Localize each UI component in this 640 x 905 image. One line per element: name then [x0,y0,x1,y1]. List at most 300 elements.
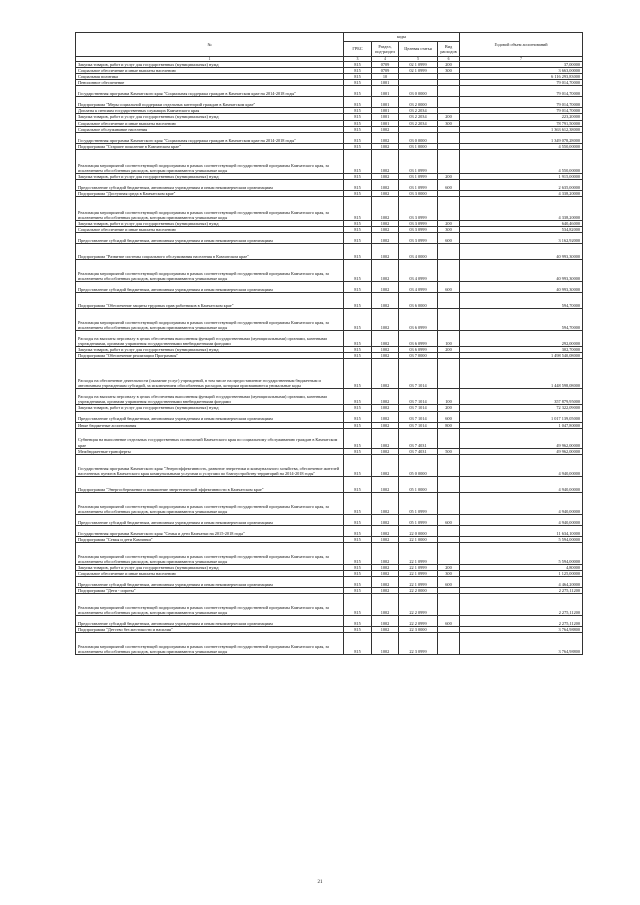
row-target-article: 22 3 0999 [399,633,438,655]
row-amount: 1 498 540,08000 [460,353,583,359]
row-razdel: 1002 [372,359,399,389]
row-grbs: 815 [344,244,372,260]
row-grbs: 815 [344,454,372,476]
row-razdel: 1002 [372,190,399,196]
row-grbs: 815 [344,227,372,233]
header-grbs: ГРБС [344,42,372,57]
row-grbs: 815 [344,149,372,173]
row-expense-type: 600 [438,616,460,627]
row-razdel: 1002 [372,514,399,525]
row-grbs: 815 [344,331,372,347]
row-target-article: 22 3 0000 [399,627,438,633]
row-razdel: 1002 [372,525,399,536]
row-expense-type: 600 [438,411,460,422]
row-grbs: 815 [344,525,372,536]
row-expense-type: 500 [438,448,460,454]
row-grbs: 815 [344,616,372,627]
row-amount: 1 349 078,28000 [460,132,583,143]
row-target-article: 22 2 0999 [399,594,438,616]
row-target-article: 03 6 0999 [399,309,438,331]
row-target-article: 03 0 0000 [399,132,438,143]
row-amount: 3 764,98800 [460,633,583,655]
table-row [76,359,583,389]
row-target-article: 22 1 0999 [399,570,438,576]
row-amount: 3 162,92000 [460,233,583,244]
row-expense-type [438,476,460,492]
row-razdel: 10 [372,74,399,80]
row-target-article: 03 2 2034 [399,108,438,114]
row-razdel: 0709 [372,62,399,68]
row-name: Межбюджетные трансферты [76,448,344,454]
row-expense-type: 200 [438,347,460,353]
row-name: Государственная программа Камчатского края "Энергоэффективность, развитие энергетики и коммунального хозяйства, обеспечение жителей населенных пунктов Камчатского края коммунальными услугами и услугами по благоустройству территорий на 2014-2018 годы" [76,454,344,476]
table-row [76,197,583,221]
row-target-article: 03 6 0000 [399,293,438,309]
row-razdel: 1002 [372,260,399,282]
row-amount: 2 635,00000 [460,179,583,190]
colnum-5: 6 [438,57,460,62]
row-razdel: 1002 [372,309,399,331]
row-razdel: 1002 [372,570,399,576]
row-expense-type [438,492,460,514]
row-name: Подпрограмма "Детство без жестокости и насилия" [76,627,344,633]
row-amount: 1 915,00000 [460,173,583,179]
row-amount: 79 014,70000 [460,80,583,86]
row-razdel: 1002 [372,405,399,411]
row-name: Реализация мероприятий соответствующей подпрограммы в рамках соответствующей государственной программы Камчатского края, за исключением обособленных расходов, которым присваиваются уникальные коды [76,197,344,221]
row-amount: 40 993,30000 [460,282,583,293]
row-expense-type [438,454,460,476]
budget-table [75,32,583,655]
row-expense-type [438,244,460,260]
header-razdel: Раздел, под-раздел [372,42,399,57]
header-cs: Целевая статья [399,42,438,57]
row-expense-type [438,197,460,221]
row-name: Предоставление субсидий бюджетным, автономным учреждениям и иным некоммерческим организациям [76,233,344,244]
row-grbs: 815 [344,74,372,80]
budget-table-container [75,32,582,655]
row-grbs: 815 [344,80,372,86]
row-amount: 534,82000 [460,227,583,233]
row-name: Реализация мероприятий соответствующей подпрограммы в рамках соответствующей государственной программы Камчатского края, за исключением обособленных расходов, которым присваиваются уникальные коды [76,149,344,173]
row-target-article: 02 1 0999 [399,68,438,74]
row-razdel: 1002 [372,293,399,309]
row-expense-type [438,132,460,143]
row-grbs: 815 [344,448,372,454]
row-name: Доплаты к пенсиям государственных служащих Камчатского края [76,108,344,114]
row-amount: 79 014,70000 [460,86,583,97]
row-name: Подпрограмма "Доступная среда в Камчатском крае" [76,190,344,196]
row-name: Иные бюджетные ассигнования [76,422,344,428]
row-expense-type: 600 [438,576,460,587]
row-name: Социальное обслуживание населения [76,126,344,132]
page-number: 21 [317,880,323,885]
row-target-article: 03 1 0000 [399,143,438,149]
row-grbs: 815 [344,132,372,143]
row-target-article: 03 7 1014 [399,411,438,422]
row-razdel: 1002 [372,422,399,428]
row-grbs: 815 [344,293,372,309]
row-name: Социальное обеспечение и иные выплаты населению [76,227,344,233]
row-grbs: 815 [344,62,372,68]
row-amount: 5 594,00000 [460,536,583,542]
row-target-article: 03 0 0000 [399,86,438,97]
row-target-article: 03 3 0999 [399,197,438,221]
row-razdel: 1002 [372,633,399,655]
row-amount: 4 338,20000 [460,197,583,221]
row-grbs: 815 [344,422,372,428]
colnum-3: 4 [372,57,399,62]
row-target-article: 03 4 0999 [399,282,438,293]
table-row [76,149,583,173]
table-row [76,576,583,587]
row-target-article: 22 1 0999 [399,564,438,570]
row-target-article: 03 7 1014 [399,422,438,428]
row-grbs: 815 [344,536,372,542]
row-target-article: 03 7 0000 [399,353,438,359]
table-row [76,233,583,244]
table-row [76,616,583,627]
row-amount: 4 550,00000 [460,143,583,149]
row-expense-type [438,149,460,173]
row-razdel: 1002 [372,542,399,564]
row-amount: 594,70000 [460,309,583,331]
row-razdel: 1002 [372,143,399,149]
row-expense-type: 600 [438,179,460,190]
row-grbs: 815 [344,233,372,244]
row-grbs: 815 [344,347,372,353]
row-amount: 4 550,00000 [460,149,583,173]
table-row [76,525,583,536]
row-amount: 4 940,00000 [460,454,583,476]
row-name: Социальное обеспечение и иные выплаты населению [76,570,344,576]
row-name: Подпрограмма "Старшее поколение в Камчатском крае" [76,143,344,149]
row-razdel: 1002 [372,564,399,570]
row-grbs: 815 [344,353,372,359]
table-row [76,594,583,616]
row-name: Реализация мероприятий соответствующей подпрограммы в рамках соответствующей государственной программы Камчатского края, за исключением обособленных расходов, которым присваиваются уникальные коды [76,309,344,331]
row-razdel: 1002 [372,173,399,179]
row-expense-type: 200 [438,564,460,570]
row-amount: 72 322,09000 [460,405,583,411]
table-row [76,86,583,97]
row-razdel: 1001 [372,108,399,114]
row-expense-type: 300 [438,570,460,576]
row-grbs: 815 [344,633,372,655]
row-amount: 1 125,00000 [460,570,583,576]
row-target-article: 03 4 0000 [399,244,438,260]
row-razdel: 1002 [372,536,399,542]
row-razdel: 1002 [372,126,399,132]
row-razdel: 1002 [372,454,399,476]
row-amount: 3 764,98800 [460,627,583,633]
row-grbs: 815 [344,68,372,74]
row-razdel: 1002 [372,282,399,293]
row-expense-type [438,428,460,448]
row-target-article: 22 1 0999 [399,542,438,564]
table-row [76,542,583,564]
row-target-article: 22 0 0000 [399,525,438,536]
header-vr: Вид расходов [438,42,460,57]
row-expense-type: 300 [438,120,460,126]
table-row [76,244,583,260]
row-expense-type: 100 [438,389,460,405]
row-expense-type [438,594,460,616]
row-razdel: 1002 [372,476,399,492]
row-razdel: 1001 [372,86,399,97]
table-body [76,62,583,655]
row-name: Пенсионное обеспечение [76,80,344,86]
row-amount: 6 116 293,83000 [460,74,583,80]
row-name: Закупка товаров, работ и услуг для государственных (муниципальных) нужд [76,221,344,227]
row-amount: 3 663,00000 [460,68,583,74]
row-target-article: 03 6 0999 [399,331,438,347]
row-target-article: 03 7 1014 [399,405,438,411]
row-target-article: 03 6 0999 [399,347,438,353]
row-grbs: 815 [344,389,372,405]
row-target-article: 03 1 0999 [399,179,438,190]
table-row [76,411,583,422]
row-amount: 1 047,80000 [460,422,583,428]
row-amount: 223,20000 [460,114,583,120]
row-grbs: 815 [344,114,372,120]
colnum-4: 5 [399,57,438,62]
row-name: Закупка товаров, работ и услуг для государственных (муниципальных) нужд [76,564,344,570]
row-target-article: 03 3 0000 [399,190,438,196]
row-razdel: 1002 [372,227,399,233]
row-grbs: 815 [344,587,372,593]
table-row [76,132,583,143]
row-expense-type [438,359,460,389]
row-target-article: 03 3 0999 [399,221,438,227]
row-target-article: 03 2 0000 [399,97,438,108]
row-amount: 40 993,30000 [460,244,583,260]
row-name: Подпрограмма "Развитие системы социального обслуживания населения в Камчатском крае" [76,244,344,260]
row-grbs: 815 [344,594,372,616]
row-target-article: 03 3 0999 [399,233,438,244]
table-row [76,331,583,347]
row-name: Предоставление субсидий бюджетным, автономным учреждениям и иным некоммерческим организациям [76,514,344,525]
row-name: Реализация мероприятий соответствующей подпрограммы в рамках соответствующей государственной программы Камчатского края, за исключением обособленных расходов, которым присваиваются уникальные коды [76,492,344,514]
row-name: Расходы на выплаты персоналу в целях обеспечения выполнения функций государственными (муниципальными) органами, казенными учреждениями, органами управления государственными внебюджетными фондами [76,331,344,347]
row-razdel: 1002 [372,428,399,448]
table-row [76,428,583,448]
row-name: Предоставление субсидий бюджетным, автономным учреждениям и иным некоммерческим организациям [76,576,344,587]
row-expense-type: 600 [438,514,460,525]
header-codes: коды [344,33,460,42]
table-row [76,454,583,476]
row-razdel: 1002 [372,627,399,633]
row-razdel: 1002 [372,233,399,244]
row-target-article: 03 7 1014 [399,389,438,405]
row-amount: 1 448 598,08000 [460,359,583,389]
row-razdel: 1002 [372,492,399,514]
table-row [76,97,583,108]
row-expense-type: 300 [438,227,460,233]
row-expense-type [438,97,460,108]
row-name: Предоставление субсидий бюджетным, автономным учреждениям и иным некоммерческим организациям [76,411,344,422]
table-row [76,282,583,293]
row-target-article: 22 2 0999 [399,616,438,627]
row-razdel: 1001 [372,80,399,86]
row-expense-type [438,293,460,309]
row-grbs: 815 [344,576,372,587]
row-expense-type: 100 [438,331,460,347]
row-amount: 302,70000 [460,347,583,353]
row-name: Закупка товаров, работ и услуг для государственных (муниципальных) нужд [76,347,344,353]
row-razdel: 1002 [372,576,399,587]
row-expense-type: 600 [438,282,460,293]
table-row [76,514,583,525]
row-target-article: 22 1 0000 [399,536,438,542]
row-grbs: 815 [344,282,372,293]
row-name: Реализация мероприятий соответствующей подпрограммы в рамках соответствующей государственной программы Камчатского края, за исключением обособленных расходов, которым присваиваются уникальные коды [76,542,344,564]
row-razdel: 1002 [372,448,399,454]
row-amount: 594,70000 [460,293,583,309]
row-expense-type: 200 [438,62,460,68]
row-target-article: 03 1 0999 [399,149,438,173]
row-amount: 357 879,95000 [460,389,583,405]
colnum-2: 3 [344,57,372,62]
row-amount: 49 962,00000 [460,428,583,448]
row-name: Реализация мероприятий соответствующей подпрограммы в рамках соответствующей государственной программы Камчатского края, за исключением обособленных расходов, которым присваиваются уникальные коды [76,633,344,655]
row-grbs: 815 [344,120,372,126]
row-razdel: 1002 [372,221,399,227]
row-target-article: 03 7 1014 [399,359,438,389]
row-amount: 4,80000 [460,564,583,570]
row-amount: 79 014,70000 [460,108,583,114]
row-grbs: 815 [344,108,372,114]
row-amount: 4 464,20000 [460,576,583,587]
row-target-article: 22 2 0000 [399,587,438,593]
row-grbs: 815 [344,221,372,227]
row-amount: 5 594,00000 [460,542,583,564]
row-amount: 292,00000 [460,331,583,347]
row-name: Социальная политика [76,74,344,80]
row-amount: 2 275,11200 [460,594,583,616]
row-amount: 4 940,00000 [460,492,583,514]
row-expense-type: 200 [438,221,460,227]
row-amount: 79 014,70000 [460,97,583,108]
row-expense-type: 200 [438,114,460,120]
row-expense-type [438,525,460,536]
row-target-article: 05 1 0000 [399,476,438,492]
row-grbs: 815 [344,260,372,282]
row-grbs: 815 [344,143,372,149]
row-name: Государственная программа Камчатского края "Социальная поддержка граждан в Камчатском крае на 2014-2018 годы" [76,86,344,97]
row-target-article: 05 1 0999 [399,492,438,514]
table-row [76,492,583,514]
row-razdel: 0709 [372,68,399,74]
row-grbs: 815 [344,179,372,190]
row-expense-type: 600 [438,233,460,244]
row-name: Подпрограмма "Обеспечение защиты трудовых прав работников в Камчатском крае" [76,293,344,309]
row-grbs: 815 [344,411,372,422]
row-grbs: 815 [344,542,372,564]
row-grbs: 815 [344,126,372,132]
row-amount: 78 791,50000 [460,120,583,126]
row-razdel: 1002 [372,389,399,405]
row-name: Закупка товаров, работ и услуг для государственных (муниципальных) нужд [76,405,344,411]
row-expense-type: 200 [438,405,460,411]
row-grbs: 815 [344,428,372,448]
row-grbs: 815 [344,476,372,492]
row-name: Подпрограмма "Обеспечение реализации Программы" [76,353,344,359]
row-amount: 2 275,11200 [460,587,583,593]
row-name: Закупка товаров, работ и услуг для государственных (муниципальных) нужд [76,173,344,179]
table-row [76,309,583,331]
row-name: Расходы на обеспечение деятельности (оказание услуг) учреждений, в том числе на предоставление государственным бюджетным и автономным учреждениям субсидий, за исключением обособленных расходов, которым присваиваются уникальные коды [76,359,344,389]
row-expense-type [438,309,460,331]
table-row [76,260,583,282]
row-grbs: 815 [344,492,372,514]
row-expense-type: 200 [438,173,460,179]
row-amount: 11 634,10000 [460,525,583,536]
row-expense-type [438,633,460,655]
colnum-1: 1 [76,57,344,62]
row-name: Субвенция на выполнение отдельных государственных полномочий Камчатского края по социальному обслуживанию граждан в Камчатском крае [76,428,344,448]
row-razdel: 1002 [372,411,399,422]
row-name: Закупка товаров, работ и услуг для государственных (муниципальных) нужд [76,114,344,120]
row-target-article: 03 4 0999 [399,260,438,282]
row-grbs: 815 [344,197,372,221]
row-grbs: 815 [344,627,372,633]
row-razdel: 1002 [372,594,399,616]
row-name: Социальное обеспечение и иные выплаты населению [76,120,344,126]
table-header [76,33,583,62]
row-razdel: 1002 [372,244,399,260]
row-target-article: 02 1 0999 [399,62,438,68]
row-name: Подпрограмма "Меры социальной поддержки отдельных категорий граждан в Камчатском крае" [76,97,344,108]
row-grbs: 815 [344,514,372,525]
row-razdel: 1002 [372,331,399,347]
table-row [76,389,583,405]
row-grbs: 815 [344,359,372,389]
row-razdel: 1002 [372,587,399,593]
row-target-article: 22 1 0999 [399,576,438,587]
row-amount: 40 993,30000 [460,260,583,282]
row-grbs: 815 [344,173,372,179]
row-grbs: 815 [344,190,372,196]
row-target-article: 03 1 0999 [399,173,438,179]
row-razdel: 1001 [372,120,399,126]
row-name: Подпрограмма "Энергосбережение и повышение энергетической эффективности в Камчатском крае" [76,476,344,492]
row-grbs: 815 [344,86,372,97]
row-expense-type: 300 [438,68,460,74]
header-no: № [76,33,344,57]
row-amount: 37,00000 [460,62,583,68]
row-amount: 4 338,20000 [460,190,583,196]
row-expense-type [438,260,460,282]
row-name: Предоставление субсидий бюджетным, автономным учреждениям и иным некоммерческим организациям [76,616,344,627]
row-razdel: 1002 [372,149,399,173]
row-expense-type: 800 [438,422,460,428]
row-razdel: 1002 [372,347,399,353]
row-amount: 4 940,00000 [460,476,583,492]
row-grbs: 815 [344,97,372,108]
row-razdel: 1002 [372,132,399,143]
row-grbs: 815 [344,405,372,411]
row-amount: 2 275,11200 [460,616,583,627]
table-row [76,476,583,492]
row-name: Социальное обеспечение и иные выплаты населению [76,68,344,74]
row-target-article: 05 1 0999 [399,514,438,525]
row-amount: 49 962,00000 [460,448,583,454]
table-row [76,293,583,309]
colnum-6: 7 [460,57,583,62]
row-razdel: 1002 [372,616,399,627]
row-razdel: 1001 [372,114,399,120]
